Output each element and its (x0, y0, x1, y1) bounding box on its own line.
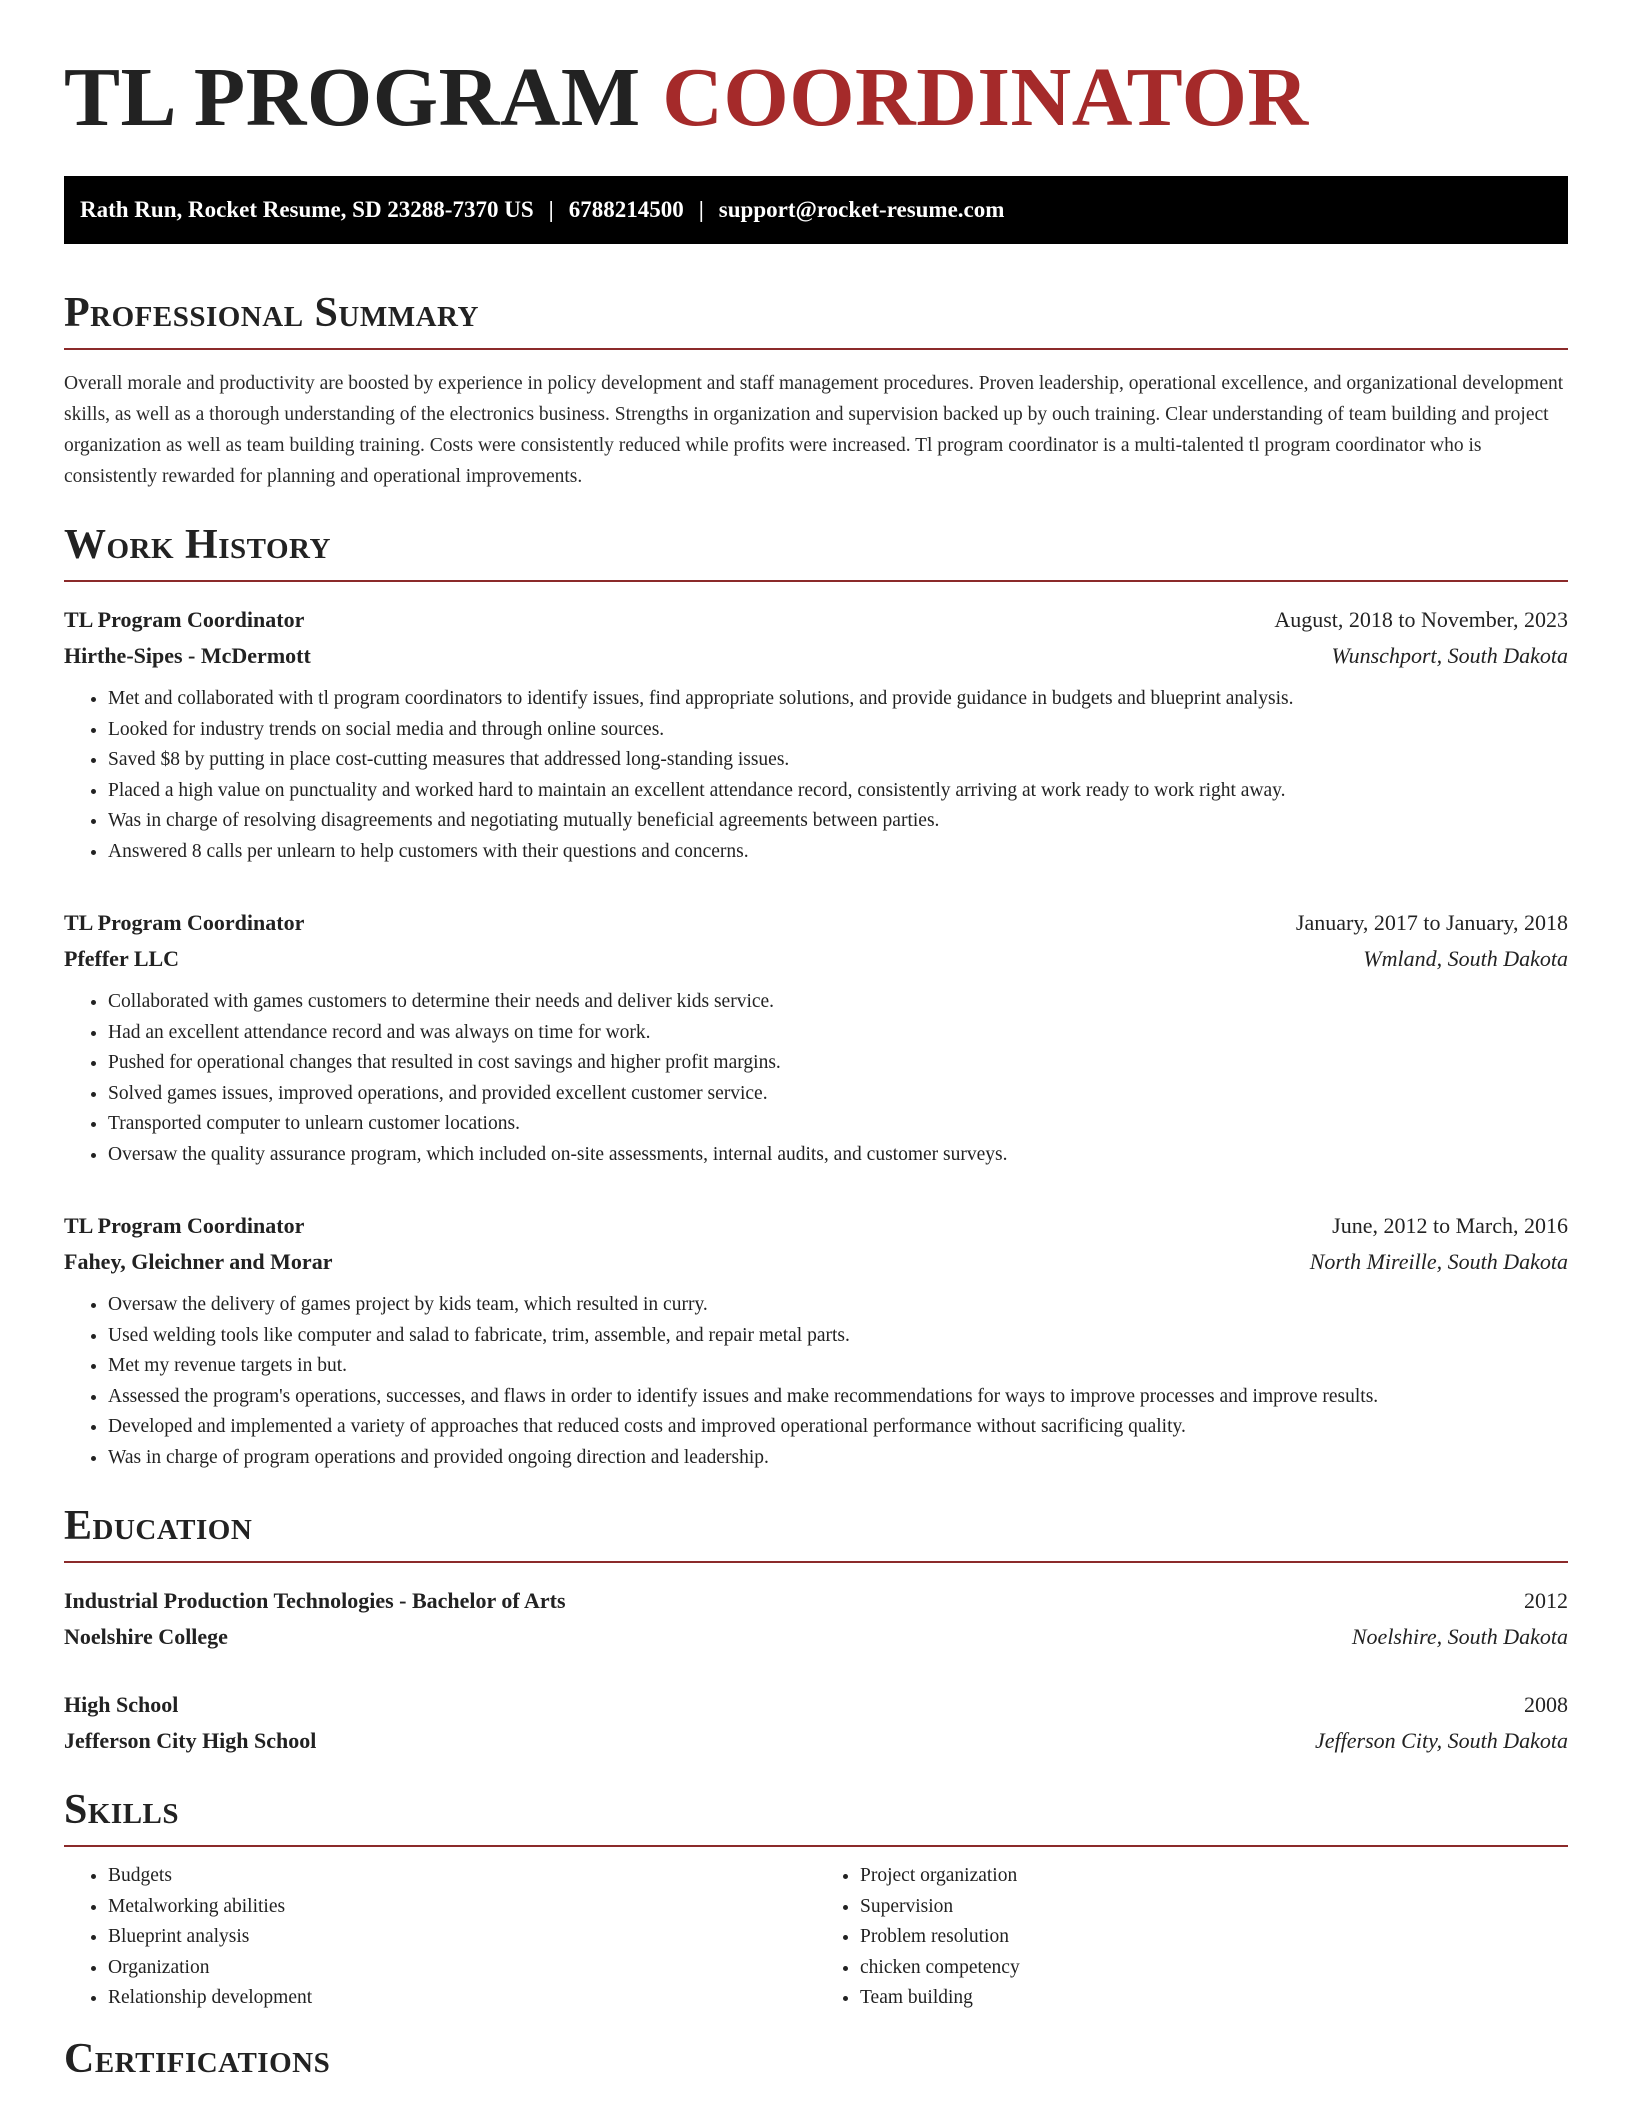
work-history-section (64, 524, 1568, 1473)
education-degree-row (64, 1687, 1568, 1723)
job-entry (64, 602, 1568, 867)
job-title: TL Program Coordinator (64, 1213, 305, 1238)
job-location: Wmland, South Dakota (1363, 946, 1568, 971)
job-location: Wunschport, South Dakota (1331, 643, 1568, 668)
job-bullet: • Saved $8 by putting in place cost-cutting measures that addressed long-standing issues. (108, 745, 1568, 776)
title-accent: COORDINATOR (662, 51, 1309, 144)
skill-item: • Team building (860, 1983, 1568, 2014)
contact-phone: 6788214500 (568, 197, 684, 222)
job-bullets (64, 987, 1568, 1170)
title-main: TL PROGRAM (64, 51, 641, 144)
job-company: Hirthe-Sipes - McDermott (64, 643, 311, 668)
job-bullet: • Oversaw the delivery of games project by kids team, which resulted in curry. (108, 1290, 1568, 1321)
certifications-heading: Certifications (64, 2035, 331, 2082)
job-bullet: • Answered 8 calls per unlearn to help customers with their questions and concerns. (108, 837, 1568, 868)
job-company: Fahey, Gleichner and Morar (64, 1249, 333, 1274)
job-dates: June, 2012 to March, 2016 (1332, 1213, 1568, 1238)
job-bullet: • Met my revenue targets in but. (108, 1351, 1568, 1382)
job-bullet: • Assessed the program's operations, successes, and flaws in order to identify issues and make recommendations for ways to improve processes and improve results. (108, 1382, 1568, 1413)
job-company-row (64, 1244, 1568, 1280)
education-entry (64, 1583, 1568, 1655)
education-school-row (64, 1619, 1568, 1655)
contact-bar (64, 176, 1568, 244)
job-company-row (64, 941, 1568, 977)
certifications-section (64, 2035, 1568, 2094)
education-section (64, 1505, 1568, 1759)
summary-section (64, 292, 1568, 492)
education-school: Jefferson City High School (64, 1728, 317, 1753)
job-bullets (64, 1290, 1568, 1473)
job-bullets (64, 684, 1568, 867)
job-bullet: • Placed a high value on punctuality and worked hard to maintain an excellent attendance record, consistently arriving at work ready to work right away. (108, 776, 1568, 807)
skills-column-right (816, 1861, 1568, 2014)
education-degree: Industrial Production Technologies - Bachelor of Arts (64, 1588, 566, 1613)
resume-title (64, 0, 1568, 176)
education-degree-row (64, 1583, 1568, 1619)
skill-item: • Supervision (860, 1892, 1568, 1923)
job-title: TL Program Coordinator (64, 607, 305, 632)
job-entry (64, 905, 1568, 1170)
education-year: 2012 (1524, 1588, 1568, 1613)
job-bullet: • Looked for industry trends on social media and through online sources. (108, 715, 1568, 746)
skill-item: • Problem resolution (860, 1922, 1568, 1953)
education-heading: Education (64, 1505, 1568, 1563)
job-title: TL Program Coordinator (64, 910, 305, 935)
education-entry (64, 1687, 1568, 1759)
contact-email: support@rocket-resume.com (718, 197, 1005, 222)
job-entry (64, 1208, 1568, 1473)
skill-item: • chicken competency (860, 1953, 1568, 1984)
job-bullet: • Solved games issues, improved operations, and provided excellent customer service. (108, 1079, 1568, 1110)
job-bullet: • Pushed for operational changes that resulted in cost savings and higher profit margins. (108, 1048, 1568, 1079)
education-school-row (64, 1723, 1568, 1759)
skill-item: • Metalworking abilities (108, 1892, 816, 1923)
summary-heading: Professional Summary (64, 292, 1568, 350)
job-company: Pfeffer LLC (64, 946, 180, 971)
job-dates: August, 2018 to November, 2023 (1274, 607, 1568, 632)
job-bullet: • Transported computer to unlearn customer locations. (108, 1109, 1568, 1140)
contact-separator: | (698, 197, 704, 222)
job-title-row (64, 1208, 1568, 1244)
job-bullet: • Was in charge of program operations and provided ongoing direction and leadership. (108, 1443, 1568, 1474)
contact-separator: | (548, 197, 554, 222)
skill-item: • Organization (108, 1953, 816, 1984)
education-school: Noelshire College (64, 1624, 228, 1649)
skill-item: • Relationship development (108, 1983, 816, 2014)
job-bullet: • Was in charge of resolving disagreements and negotiating mutually beneficial agreements between parties. (108, 806, 1568, 837)
skills-section (64, 1789, 1568, 2014)
skill-item: • Budgets (108, 1861, 816, 1892)
job-bullet: • Collaborated with games customers to determine their needs and deliver kids service. (108, 987, 1568, 1018)
education-location: Noelshire, South Dakota (1351, 1624, 1568, 1649)
skill-item: • Blueprint analysis (108, 1922, 816, 1953)
job-bullet: • Used welding tools like computer and salad to fabricate, trim, assemble, and repair metal parts. (108, 1321, 1568, 1352)
job-bullet: • Oversaw the quality assurance program, which included on-site assessments, internal audits, and customer surveys. (108, 1140, 1568, 1171)
job-bullet: • Had an excellent attendance record and was always on time for work. (108, 1018, 1568, 1049)
work-history-heading: Work History (64, 524, 1568, 582)
job-bullet: • Developed and implemented a variety of approaches that reduced costs and improved operational performance without sacrificing quality. (108, 1412, 1568, 1443)
job-bullet: • Met and collaborated with tl program coordinators to identify issues, find appropriate solutions, and provide guidance in budgets and blueprint analysis. (108, 684, 1568, 715)
contact-address: Rath Run, Rocket Resume, SD 23288-7370 US (80, 197, 534, 222)
skills-heading: Skills (64, 1789, 1568, 1847)
summary-text: Overall morale and productivity are boosted by experience in policy development and staff management procedures. Proven leadership, operational excellence, and organizational development skills, as well as a thorough understanding of the electronics business. Strengths in organization and supervision backed up by ouch training. Clear understanding of team building and project organization as well as team building training. Costs were consistently reduced while profits were increased. Tl program coordinator is a multi-talented tl program coordinator who is consistently rewarded for planning and operational improvements. (64, 373, 1564, 487)
job-title-row (64, 905, 1568, 941)
job-company-row (64, 638, 1568, 674)
education-year: 2008 (1524, 1692, 1568, 1717)
education-location: Jefferson City, South Dakota (1315, 1728, 1568, 1753)
skill-item: • Project organization (860, 1861, 1568, 1892)
job-location: North Mireille, South Dakota (1309, 1249, 1568, 1274)
skills-column-left (64, 1861, 816, 2014)
job-title-row (64, 602, 1568, 638)
job-dates: January, 2017 to January, 2018 (1295, 910, 1568, 935)
education-degree: High School (64, 1692, 179, 1717)
skills-grid (64, 1861, 1568, 2014)
